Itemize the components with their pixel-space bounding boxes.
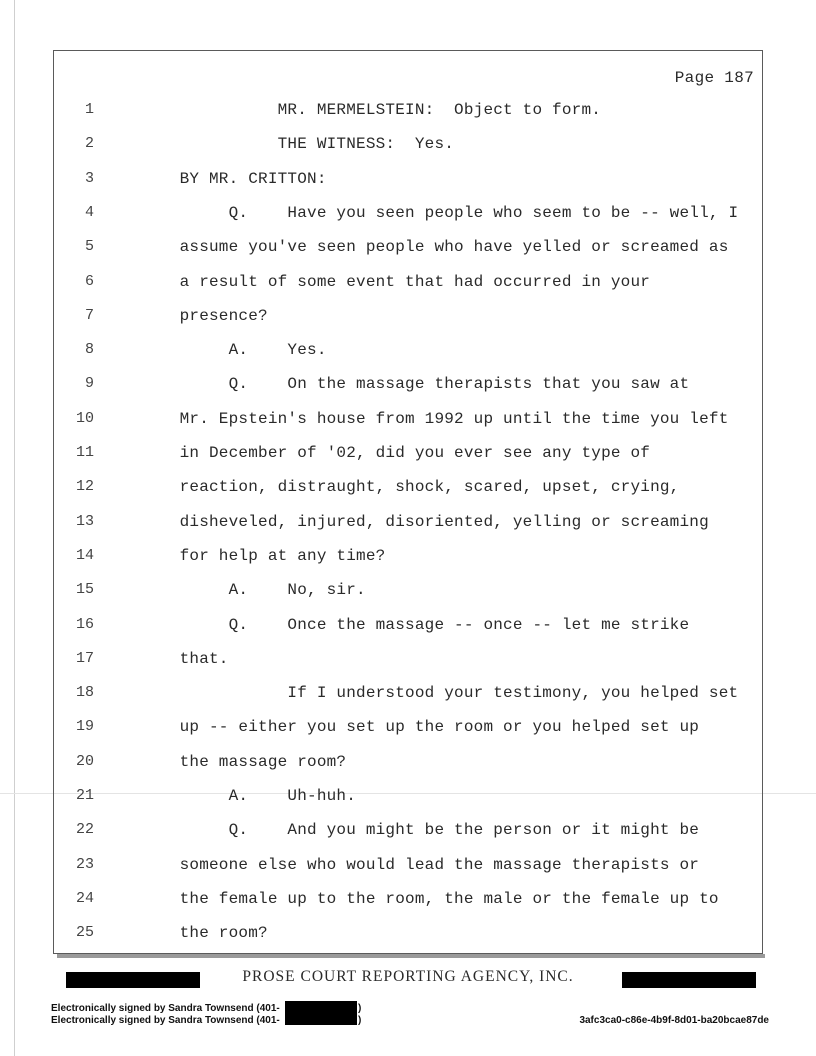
transcript-line: the massage room? <box>160 752 347 771</box>
signature-line-1 <box>51 1003 280 1014</box>
line-number: 7 <box>84 306 94 324</box>
line-number: 18 <box>75 684 94 702</box>
transcript-line: someone else who would lead the massage therapists or <box>160 855 700 874</box>
signature-line-2 <box>51 1015 280 1026</box>
signature-close-1: ) <box>358 1003 362 1014</box>
transcript-line: A. Uh-huh. <box>160 787 357 805</box>
signature-text: Electronically signed by Sandra Townsend (401- <box>51 1003 280 1014</box>
signature-text: Electronically signed by Sandra Townsend (401- <box>51 1015 280 1026</box>
transcript-line: THE WITNESS: Yes. <box>160 135 455 154</box>
redaction-signature-2 <box>285 1013 357 1025</box>
page-edge-rule <box>14 0 15 1056</box>
transcript-line: BY MR. CRITTON: <box>160 169 327 188</box>
transcript-line: A. Yes. <box>160 341 327 360</box>
redaction-signature-1 <box>285 1001 357 1013</box>
line-number: 20 <box>75 752 94 770</box>
line-number: 11 <box>75 444 94 461</box>
line-number: 8 <box>84 341 94 359</box>
transcript-line: that. <box>160 649 229 668</box>
line-number: 10 <box>75 409 94 427</box>
line-number: 16 <box>75 615 94 633</box>
transcript-line: the room? <box>160 924 268 943</box>
transcript-line: Q. And you might be the person or it might be <box>160 821 700 840</box>
transcript-line: MR. MERMELSTEIN: Object to form. <box>160 101 602 119</box>
transcript-line: presence? <box>160 306 268 325</box>
line-number: 15 <box>75 581 94 599</box>
frame-shadow <box>57 954 765 958</box>
agency-name: PROSE COURT REPORTING AGENCY, INC. <box>242 968 574 985</box>
transcript-line: If I understood your testimony, you helped set <box>160 684 739 703</box>
transcript-line: Mr. Epstein's house from 1992 up until the time you left <box>160 409 729 428</box>
transcript-line: A. No, sir. <box>160 581 366 600</box>
line-number: 14 <box>75 546 94 564</box>
line-number: 24 <box>75 889 94 907</box>
line-number: 13 <box>75 512 94 530</box>
transcript-line: Q. On the massage therapists that you saw at <box>160 375 690 394</box>
signature-close-2: ) <box>358 1015 362 1026</box>
transcript-line: up -- either you set up the room or you helped set up <box>160 718 700 737</box>
line-number: 23 <box>75 855 94 873</box>
transcript-line: Q. Have you seen people who seem to be -- well, I <box>160 203 739 222</box>
line-number: 1 <box>84 101 94 118</box>
line-number: 9 <box>84 375 94 393</box>
line-number: 5 <box>84 238 94 256</box>
transcript-line: reaction, distraught, shock, scared, upset, crying, <box>160 478 680 497</box>
redaction-right <box>622 972 756 988</box>
line-number: 3 <box>84 169 94 187</box>
transcript-line: disheveled, injured, disoriented, yelling or screaming <box>160 512 709 531</box>
line-number: 21 <box>75 787 94 804</box>
line-number: 2 <box>84 135 94 153</box>
document-hash: 3afc3ca0-c86e-4b9f-8d01-ba20bcae87de <box>579 1015 769 1026</box>
line-number: 22 <box>75 821 94 839</box>
transcript-line: the female up to the room, the male or the female up to <box>160 889 719 908</box>
transcript-line: Q. Once the massage -- once -- let me strike <box>160 615 690 634</box>
transcript-frame <box>53 50 763 954</box>
transcript-line: in December of '02, did you ever see any type of <box>160 444 651 462</box>
line-number: 19 <box>75 718 94 736</box>
transcript-line: for help at any time? <box>160 546 386 565</box>
transcript-line: a result of some event that had occurred in your <box>160 272 651 291</box>
page-number: Page 187 <box>674 69 754 87</box>
line-number: 25 <box>75 924 94 942</box>
line-number: 4 <box>84 203 94 221</box>
footer <box>0 968 816 990</box>
line-number: 17 <box>75 649 94 667</box>
transcript-line: assume you've seen people who have yelled or screamed as <box>160 238 729 257</box>
line-number: 12 <box>75 478 94 496</box>
line-number: 6 <box>84 272 94 290</box>
